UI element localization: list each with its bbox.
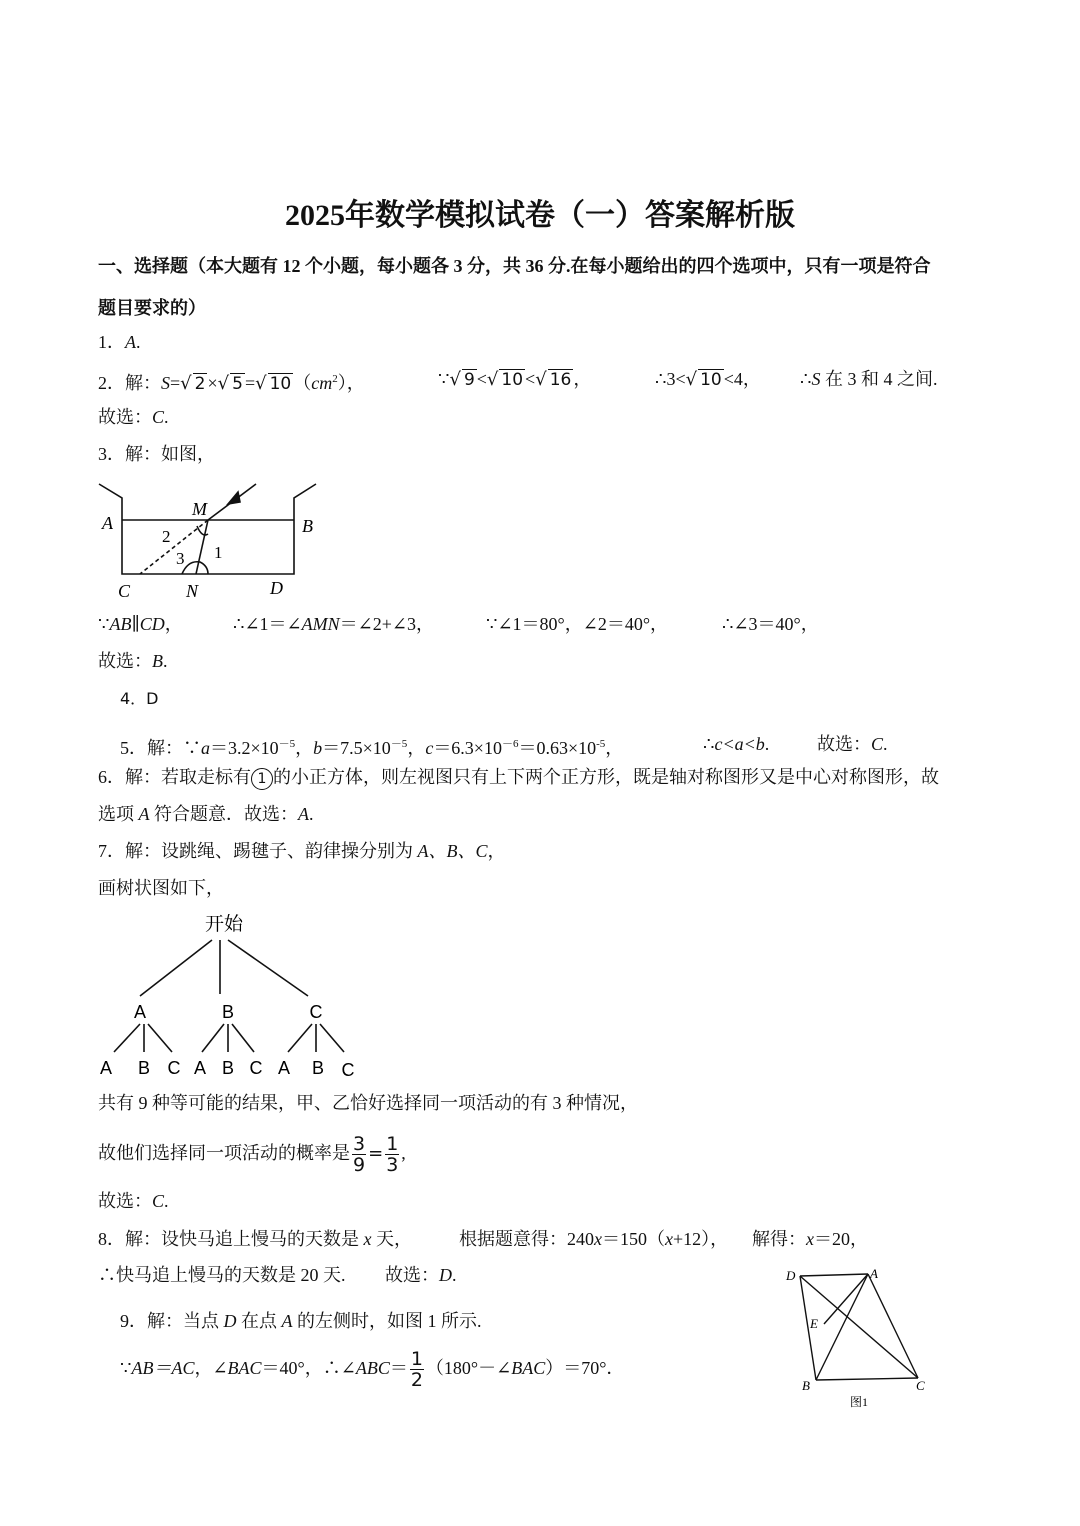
section-heading-cont: 题目要求的）	[98, 298, 206, 318]
q2-bound: ∴3<√ 10 <4，	[655, 369, 761, 390]
label-angle2: 2	[162, 527, 171, 546]
tree-l2-node: C	[167, 1058, 181, 1078]
q9-line2: ∵AB＝AC，∠BAC＝40°，∴∠ABC＝ $\frac{1}{2}$ （180°－∠BAC）＝70°．	[120, 1348, 625, 1392]
fig1-label-d: D	[786, 1268, 796, 1283]
q8-line1: 8．解：设快马追上慢马的天数是 x 天，	[98, 1229, 412, 1249]
fig1-label-b: B	[802, 1378, 810, 1393]
q9-figure	[778, 1262, 938, 1412]
q9-line1: 9．解：当点 D 在点 A 的左侧时，如图 1 所示.	[120, 1311, 482, 1331]
section-heading: 一、选择题（本大题有 12 个小题，每小题各 3 分，共 36 分.在每小题给出的四个选项中，只有一项是符合	[98, 256, 931, 276]
arrow-head	[228, 492, 240, 504]
tree-l2-node: A	[193, 1058, 207, 1078]
tree-root: 开始	[204, 914, 244, 935]
tree-l2-node: C	[341, 1060, 355, 1080]
q3-step3: ∵∠1＝80°，∠2＝40°，	[486, 614, 669, 634]
fig1-label-e: E	[810, 1316, 818, 1331]
q7-tree-diagram	[92, 906, 372, 1082]
q7-line3: 共有 9 种等可能的结果，甲、乙恰好选择同一项活动的有 3 种情况，	[98, 1093, 638, 1113]
container-left-wall	[99, 484, 316, 574]
q4-answer: 4．D	[120, 689, 159, 708]
q8-equation: 根据题意得：240x＝150（x+12），	[459, 1229, 729, 1249]
q6-line1: 6．解：若取走标有 1 的小正方体，则左视图只有上下两个正方形，既是轴对称图形又是中心对称图形，故	[98, 765, 939, 790]
q3-step2: ∴∠1＝∠AMN＝∠2+∠3，	[233, 614, 434, 634]
label-angle3: 3	[176, 549, 185, 568]
label-angle1: 1	[214, 543, 223, 562]
tree-l1-a: A	[133, 1002, 147, 1022]
q8-pick: 故选：D.	[385, 1265, 457, 1285]
fig1-caption: 图1	[850, 1395, 869, 1409]
page-title: 2025年数学模拟试卷（一）答案解析版	[285, 199, 795, 232]
q2-solution: 2．解：S=√ 2 ×√ 5 =√ 10 $(cm^2)$，	[98, 373, 365, 394]
q7-line4: 故他们选择同一项活动的概率是 $\frac{3}{9}$ = $\frac{1}{3}$ ,	[98, 1133, 406, 1177]
label-m: M	[192, 499, 207, 519]
q5-order: ∴c<a<b.	[703, 734, 770, 754]
label-c: C	[118, 581, 131, 601]
tree-l2-node: B	[221, 1058, 235, 1078]
label-n: N	[186, 581, 199, 601]
q3-pick: 故选：B.	[98, 651, 168, 671]
q3-figure	[96, 476, 336, 606]
q5-pick: 故选：C.	[817, 734, 888, 754]
label-b: B	[302, 516, 313, 536]
q6-line2: 选项 A 符合题意．故选：A.	[98, 804, 314, 824]
tree-l2-node: C	[249, 1058, 263, 1078]
fraction-1-3: $\frac{1}{3}$	[386, 1133, 399, 1177]
q7-line2: 画树状图如下，	[98, 878, 224, 898]
q8-result: 解得：x＝20，	[752, 1229, 868, 1249]
q2-compare: ∵√ 9 <√ 10 <√ 16 ，	[438, 369, 592, 390]
q3-intro: 3．解：如图，	[98, 444, 215, 464]
tree-l2-node: B	[137, 1058, 151, 1078]
fraction-3-9: $\frac{3}{9}$	[353, 1133, 366, 1177]
q7-pick: 故选：C.	[98, 1191, 169, 1211]
q7-line1: 7．解：设跳绳、踢毽子、韵律操分别为 A、B、C，	[98, 841, 506, 861]
q5-solution: 5．解：$\because a=3.2\times 10^{-5}$，$b=7.5\times 10^{-5}$，$c=6.3\times 10^{-6}=0.63\times 10^{-5}$，	[120, 738, 624, 758]
q1-answer: 1．A.	[98, 332, 141, 352]
q3-step1: ∵AB∥CD，	[98, 614, 183, 634]
label-a: A	[102, 513, 113, 533]
circled-one-icon: 1	[251, 768, 273, 790]
q2-conclusion: ∴S 在 3 和 4 之间.	[800, 369, 938, 389]
tree-l1-c: C	[309, 1002, 323, 1022]
tree-l1-b: B	[221, 1002, 235, 1022]
q8-line2: ∴快马追上慢马的天数是 20 天.	[98, 1265, 346, 1285]
tree-l2-node: A	[277, 1058, 291, 1078]
q3-step4: ∴∠3＝40°，	[722, 614, 819, 634]
label-d: D	[270, 578, 283, 598]
tree-l2-node: B	[311, 1058, 325, 1078]
arc-angle-n	[182, 562, 208, 574]
fraction-1-2: $\frac{1}{2}$	[410, 1348, 423, 1392]
fig1-label-a: A	[870, 1266, 878, 1281]
tree-l2-node: A	[99, 1058, 113, 1078]
q2-pick: 故选：C.	[98, 407, 169, 427]
fig1-label-c: C	[916, 1378, 925, 1393]
